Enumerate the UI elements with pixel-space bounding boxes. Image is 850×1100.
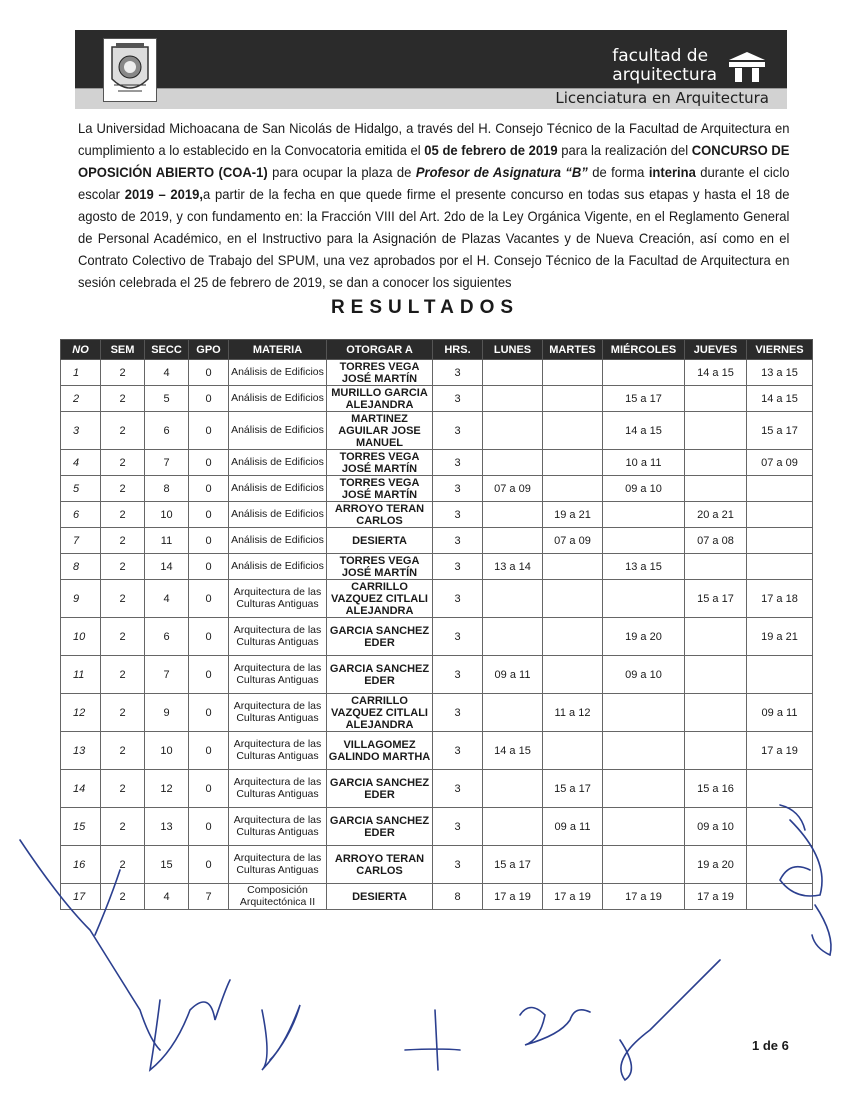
cell-secc: 15	[145, 846, 189, 884]
cell-sem: 2	[101, 450, 145, 476]
cell-hrs: 3	[433, 450, 483, 476]
cell-gpo: 7	[189, 884, 229, 910]
page-number: 1 de 6	[752, 1038, 789, 1053]
cell-hrs: 3	[433, 770, 483, 808]
cell-otorgar-a: MURILLO GARCIA ALEJANDRA	[327, 386, 433, 412]
table-row	[61, 386, 813, 412]
cell-jueves	[685, 732, 747, 770]
cell-otorgar-a: TORRES VEGA JOSÉ MARTÍN	[327, 476, 433, 502]
cell-gpo: 0	[189, 770, 229, 808]
cell-otorgar-a: DESIERTA	[327, 528, 433, 554]
cell-secc: 13	[145, 808, 189, 846]
brand-line2: arquitectura	[612, 65, 717, 85]
table-row	[61, 808, 813, 846]
table-row	[61, 360, 813, 386]
table-header-row	[61, 340, 813, 360]
cell-otorgar-a: CARRILLO VAZQUEZ CITLALI ALEJANDRA	[327, 580, 433, 618]
cell-no: 8	[61, 554, 101, 580]
cell-materia: Análisis de Edificios	[229, 554, 327, 580]
cell-gpo: 0	[189, 618, 229, 656]
cell-sem: 2	[101, 412, 145, 450]
header-jueves: JUEVES	[685, 340, 747, 360]
cell-otorgar-a: ARROYO TERAN CARLOS	[327, 502, 433, 528]
cell-martes	[543, 846, 603, 884]
cell-martes	[543, 450, 603, 476]
cell-gpo: 0	[189, 656, 229, 694]
cell-martes: 17 a 19	[543, 884, 603, 910]
cell-no: 17	[61, 884, 101, 910]
cell-lunes: 15 a 17	[483, 846, 543, 884]
cell-martes: 09 a 11	[543, 808, 603, 846]
table-body	[61, 360, 813, 910]
cell-martes	[543, 360, 603, 386]
cell-miercoles	[603, 732, 685, 770]
cell-lunes	[483, 528, 543, 554]
cell-no: 12	[61, 694, 101, 732]
cell-gpo: 0	[189, 476, 229, 502]
results-title: RESULTADOS	[330, 297, 520, 318]
intro-paragraph	[78, 117, 789, 293]
cell-sem: 2	[101, 528, 145, 554]
brand-line1: facultad de	[612, 46, 709, 66]
cell-secc: 8	[145, 476, 189, 502]
cell-materia: Arquitectura de las Culturas Antiguas	[229, 580, 327, 618]
cell-materia: Composición Arquitectónica II	[229, 884, 327, 910]
table-row	[61, 884, 813, 910]
cell-miercoles: 17 a 19	[603, 884, 685, 910]
table-row	[61, 554, 813, 580]
table-row	[61, 770, 813, 808]
cell-lunes: 17 a 19	[483, 884, 543, 910]
cell-otorgar-a: CARRILLO VAZQUEZ CITLALI ALEJANDRA	[327, 694, 433, 732]
cell-no: 11	[61, 656, 101, 694]
cell-materia: Análisis de Edificios	[229, 502, 327, 528]
cell-jueves	[685, 476, 747, 502]
cell-secc: 4	[145, 884, 189, 910]
cell-miercoles: 15 a 17	[603, 386, 685, 412]
cell-miercoles: 10 a 11	[603, 450, 685, 476]
table-row	[61, 450, 813, 476]
table-row	[61, 656, 813, 694]
header-materia: MATERIA	[229, 340, 327, 360]
cell-viernes	[747, 554, 813, 580]
cell-viernes	[747, 656, 813, 694]
cell-gpo: 0	[189, 412, 229, 450]
cell-hrs: 3	[433, 580, 483, 618]
cell-lunes	[483, 502, 543, 528]
cell-lunes: 13 a 14	[483, 554, 543, 580]
header-miercoles: MIÉRCOLES	[603, 340, 685, 360]
cell-hrs: 3	[433, 528, 483, 554]
cell-viernes: 13 a 15	[747, 360, 813, 386]
cell-secc: 6	[145, 618, 189, 656]
cell-jueves	[685, 618, 747, 656]
cell-viernes: 15 a 17	[747, 412, 813, 450]
cell-martes	[543, 580, 603, 618]
cell-viernes	[747, 476, 813, 502]
cell-materia: Análisis de Edificios	[229, 450, 327, 476]
school-cycle: 2019 – 2019,	[124, 186, 204, 202]
cell-lunes	[483, 808, 543, 846]
cell-secc: 12	[145, 770, 189, 808]
cell-secc: 5	[145, 386, 189, 412]
cell-viernes	[747, 770, 813, 808]
cell-sem: 2	[101, 884, 145, 910]
cell-hrs: 8	[433, 884, 483, 910]
cell-viernes	[747, 502, 813, 528]
cell-lunes: 07 a 09	[483, 476, 543, 502]
cell-otorgar-a: MARTINEZ AGUILAR JOSE MANUEL	[327, 412, 433, 450]
cell-no: 7	[61, 528, 101, 554]
cell-secc: 4	[145, 580, 189, 618]
header-viernes: VIERNES	[747, 340, 813, 360]
cell-sem: 2	[101, 732, 145, 770]
header-lunes: LUNES	[483, 340, 543, 360]
cell-lunes: 09 a 11	[483, 656, 543, 694]
cell-jueves	[685, 694, 747, 732]
cell-miercoles	[603, 694, 685, 732]
cell-viernes: 17 a 18	[747, 580, 813, 618]
cell-lunes	[483, 412, 543, 450]
cell-materia: Análisis de Edificios	[229, 386, 327, 412]
table-row	[61, 476, 813, 502]
cell-lunes	[483, 694, 543, 732]
cell-secc: 4	[145, 360, 189, 386]
cell-miercoles: 13 a 15	[603, 554, 685, 580]
header-no: NO	[61, 340, 101, 360]
cell-no: 1	[61, 360, 101, 386]
cell-martes: 19 a 21	[543, 502, 603, 528]
cell-otorgar-a: GARCIA SANCHEZ EDER	[327, 618, 433, 656]
cell-miercoles	[603, 808, 685, 846]
cell-sem: 2	[101, 808, 145, 846]
faculty-brand	[612, 47, 717, 85]
cell-jueves: 20 a 21	[685, 502, 747, 528]
header-secc: SECC	[145, 340, 189, 360]
cell-miercoles	[603, 502, 685, 528]
cell-no: 2	[61, 386, 101, 412]
cell-materia: Arquitectura de las Culturas Antiguas	[229, 618, 327, 656]
cell-materia: Análisis de Edificios	[229, 528, 327, 554]
cell-jueves: 14 a 15	[685, 360, 747, 386]
cell-otorgar-a: GARCIA SANCHEZ EDER	[327, 770, 433, 808]
cell-jueves	[685, 450, 747, 476]
cell-sem: 2	[101, 656, 145, 694]
cell-viernes: 17 a 19	[747, 732, 813, 770]
cell-materia: Análisis de Edificios	[229, 476, 327, 502]
cell-gpo: 0	[189, 450, 229, 476]
cell-miercoles	[603, 770, 685, 808]
cell-materia: Arquitectura de las Culturas Antiguas	[229, 770, 327, 808]
cell-hrs: 3	[433, 360, 483, 386]
cell-sem: 2	[101, 580, 145, 618]
cell-hrs: 3	[433, 808, 483, 846]
cell-secc: 14	[145, 554, 189, 580]
header-hrs: HRS.	[433, 340, 483, 360]
cell-viernes	[747, 528, 813, 554]
cell-materia: Arquitectura de las Culturas Antiguas	[229, 808, 327, 846]
cell-jueves	[685, 386, 747, 412]
cell-lunes	[483, 580, 543, 618]
cell-lunes: 14 a 15	[483, 732, 543, 770]
cell-otorgar-a: VILLAGOMEZ GALINDO MARTHA	[327, 732, 433, 770]
cell-miercoles	[603, 580, 685, 618]
cell-miercoles	[603, 528, 685, 554]
intro-text-4: de forma	[587, 164, 649, 180]
cell-miercoles: 19 a 20	[603, 618, 685, 656]
cell-viernes: 07 a 09	[747, 450, 813, 476]
cell-otorgar-a: DESIERTA	[327, 884, 433, 910]
cell-jueves: 15 a 17	[685, 580, 747, 618]
cell-gpo: 0	[189, 502, 229, 528]
cell-viernes	[747, 808, 813, 846]
cell-sem: 2	[101, 554, 145, 580]
cell-viernes	[747, 846, 813, 884]
cell-hrs: 3	[433, 412, 483, 450]
cell-hrs: 3	[433, 476, 483, 502]
cell-secc: 7	[145, 450, 189, 476]
position-name: Profesor de Asignatura “B”	[415, 164, 588, 180]
cell-hrs: 3	[433, 386, 483, 412]
convocatoria-date: 05 de febrero de 2019	[424, 142, 558, 158]
intro-text-1: La Universidad Michoacana de San Nicolás de Hidalgo, a través del H. Consejo Técnico de la Facultad de Arquitectura en cumplimiento a lo establecido en la Convocatoria emitida el	[78, 120, 790, 158]
cell-materia: Arquitectura de las Culturas Antiguas	[229, 656, 327, 694]
program-name: Licenciatura en Arquitectura	[555, 89, 769, 107]
cell-miercoles: 14 a 15	[603, 412, 685, 450]
cell-jueves	[685, 554, 747, 580]
cell-hrs: 3	[433, 618, 483, 656]
cell-sem: 2	[101, 618, 145, 656]
cell-jueves: 15 a 16	[685, 770, 747, 808]
intro-text-6: a partir de la fecha en que quede firme el presente concurso en todas sus etapas y hasta el 18 de agosto de 2019, y con fundamento en: la Fracción VIII del Art. 2do de la Ley Orgánica Vigente, en el Reglamento General de Personal Académico, en el Instructivo para la Asignación de Plazas Vacantes y de Nueva Creación, así como en el Contrato Colectivo de Trabajo del SPUM, una vez aprobados por el H. Consejo Técnico de la Facultad de Arquitectura en sesión celebrada el 25 de febrero de 2019, se dan a conocer los siguientes	[78, 186, 790, 290]
table-row	[61, 580, 813, 618]
cell-gpo: 0	[189, 846, 229, 884]
cell-no: 16	[61, 846, 101, 884]
cell-materia: Arquitectura de las Culturas Antiguas	[229, 694, 327, 732]
cell-sem: 2	[101, 386, 145, 412]
cell-miercoles: 09 a 10	[603, 476, 685, 502]
table-row	[61, 412, 813, 450]
cell-miercoles: 09 a 10	[603, 656, 685, 694]
document-header	[75, 30, 787, 108]
cell-martes	[543, 618, 603, 656]
cell-martes	[543, 732, 603, 770]
cell-lunes	[483, 450, 543, 476]
cell-sem: 2	[101, 770, 145, 808]
cell-no: 3	[61, 412, 101, 450]
cell-martes	[543, 412, 603, 450]
cell-jueves: 17 a 19	[685, 884, 747, 910]
cell-secc: 7	[145, 656, 189, 694]
cell-martes	[543, 386, 603, 412]
table-row	[61, 502, 813, 528]
cell-no: 13	[61, 732, 101, 770]
cell-otorgar-a: ARROYO TERAN CARLOS	[327, 846, 433, 884]
cell-hrs: 3	[433, 732, 483, 770]
cell-sem: 2	[101, 694, 145, 732]
cell-secc: 10	[145, 502, 189, 528]
cell-martes	[543, 656, 603, 694]
faculty-logo-icon	[725, 48, 769, 84]
cell-gpo: 0	[189, 580, 229, 618]
results-table	[60, 339, 813, 910]
header-sem: SEM	[101, 340, 145, 360]
university-crest-icon	[103, 38, 157, 102]
cell-no: 15	[61, 808, 101, 846]
cell-lunes	[483, 770, 543, 808]
cell-gpo: 0	[189, 554, 229, 580]
header-martes: MARTES	[543, 340, 603, 360]
cell-otorgar-a: TORRES VEGA JOSÉ MARTÍN	[327, 554, 433, 580]
cell-miercoles	[603, 360, 685, 386]
cell-lunes	[483, 618, 543, 656]
intro-text-3: para ocupar la plaza de	[267, 164, 416, 180]
cell-no: 9	[61, 580, 101, 618]
cell-no: 4	[61, 450, 101, 476]
cell-jueves	[685, 412, 747, 450]
intro-text-2: para la realización del	[557, 142, 692, 158]
contest-name: CONCURSO DE OPOSICIÓN ABIERTO (COA-1)	[78, 142, 790, 180]
cell-secc: 9	[145, 694, 189, 732]
cell-otorgar-a: GARCIA SANCHEZ EDER	[327, 808, 433, 846]
cell-lunes	[483, 386, 543, 412]
cell-jueves: 09 a 10	[685, 808, 747, 846]
cell-viernes: 14 a 15	[747, 386, 813, 412]
table-row	[61, 846, 813, 884]
cell-otorgar-a: TORRES VEGA JOSÉ MARTÍN	[327, 360, 433, 386]
cell-martes: 07 a 09	[543, 528, 603, 554]
cell-hrs: 3	[433, 694, 483, 732]
cell-jueves: 07 a 08	[685, 528, 747, 554]
cell-sem: 2	[101, 476, 145, 502]
cell-otorgar-a: GARCIA SANCHEZ EDER	[327, 656, 433, 694]
table-row	[61, 618, 813, 656]
header-gpo: GPO	[189, 340, 229, 360]
table-row	[61, 694, 813, 732]
cell-viernes	[747, 884, 813, 910]
cell-sem: 2	[101, 846, 145, 884]
header-otorgar-a: OTORGAR A	[327, 340, 433, 360]
cell-viernes: 09 a 11	[747, 694, 813, 732]
cell-materia: Arquitectura de las Culturas Antiguas	[229, 846, 327, 884]
cell-martes: 11 a 12	[543, 694, 603, 732]
cell-secc: 11	[145, 528, 189, 554]
cell-miercoles	[603, 846, 685, 884]
cell-hrs: 3	[433, 502, 483, 528]
cell-viernes: 19 a 21	[747, 618, 813, 656]
cell-no: 5	[61, 476, 101, 502]
table-row	[61, 528, 813, 554]
cell-martes	[543, 476, 603, 502]
cell-no: 10	[61, 618, 101, 656]
cell-hrs: 3	[433, 554, 483, 580]
cell-secc: 10	[145, 732, 189, 770]
interina-label: interina	[648, 164, 696, 180]
cell-lunes	[483, 360, 543, 386]
cell-materia: Análisis de Edificios	[229, 412, 327, 450]
cell-sem: 2	[101, 502, 145, 528]
intro-text-5: durante el ciclo escolar	[78, 164, 790, 202]
cell-gpo: 0	[189, 360, 229, 386]
cell-no: 6	[61, 502, 101, 528]
cell-otorgar-a: TORRES VEGA JOSÉ MARTÍN	[327, 450, 433, 476]
cell-gpo: 0	[189, 808, 229, 846]
cell-gpo: 0	[189, 732, 229, 770]
cell-gpo: 0	[189, 528, 229, 554]
cell-secc: 6	[145, 412, 189, 450]
cell-gpo: 0	[189, 386, 229, 412]
cell-hrs: 3	[433, 846, 483, 884]
cell-materia: Arquitectura de las Culturas Antiguas	[229, 732, 327, 770]
cell-sem: 2	[101, 360, 145, 386]
cell-martes	[543, 554, 603, 580]
cell-hrs: 3	[433, 656, 483, 694]
cell-materia: Análisis de Edificios	[229, 360, 327, 386]
cell-jueves	[685, 656, 747, 694]
cell-martes: 15 a 17	[543, 770, 603, 808]
cell-gpo: 0	[189, 694, 229, 732]
table-row	[61, 732, 813, 770]
cell-no: 14	[61, 770, 101, 808]
cell-jueves: 19 a 20	[685, 846, 747, 884]
